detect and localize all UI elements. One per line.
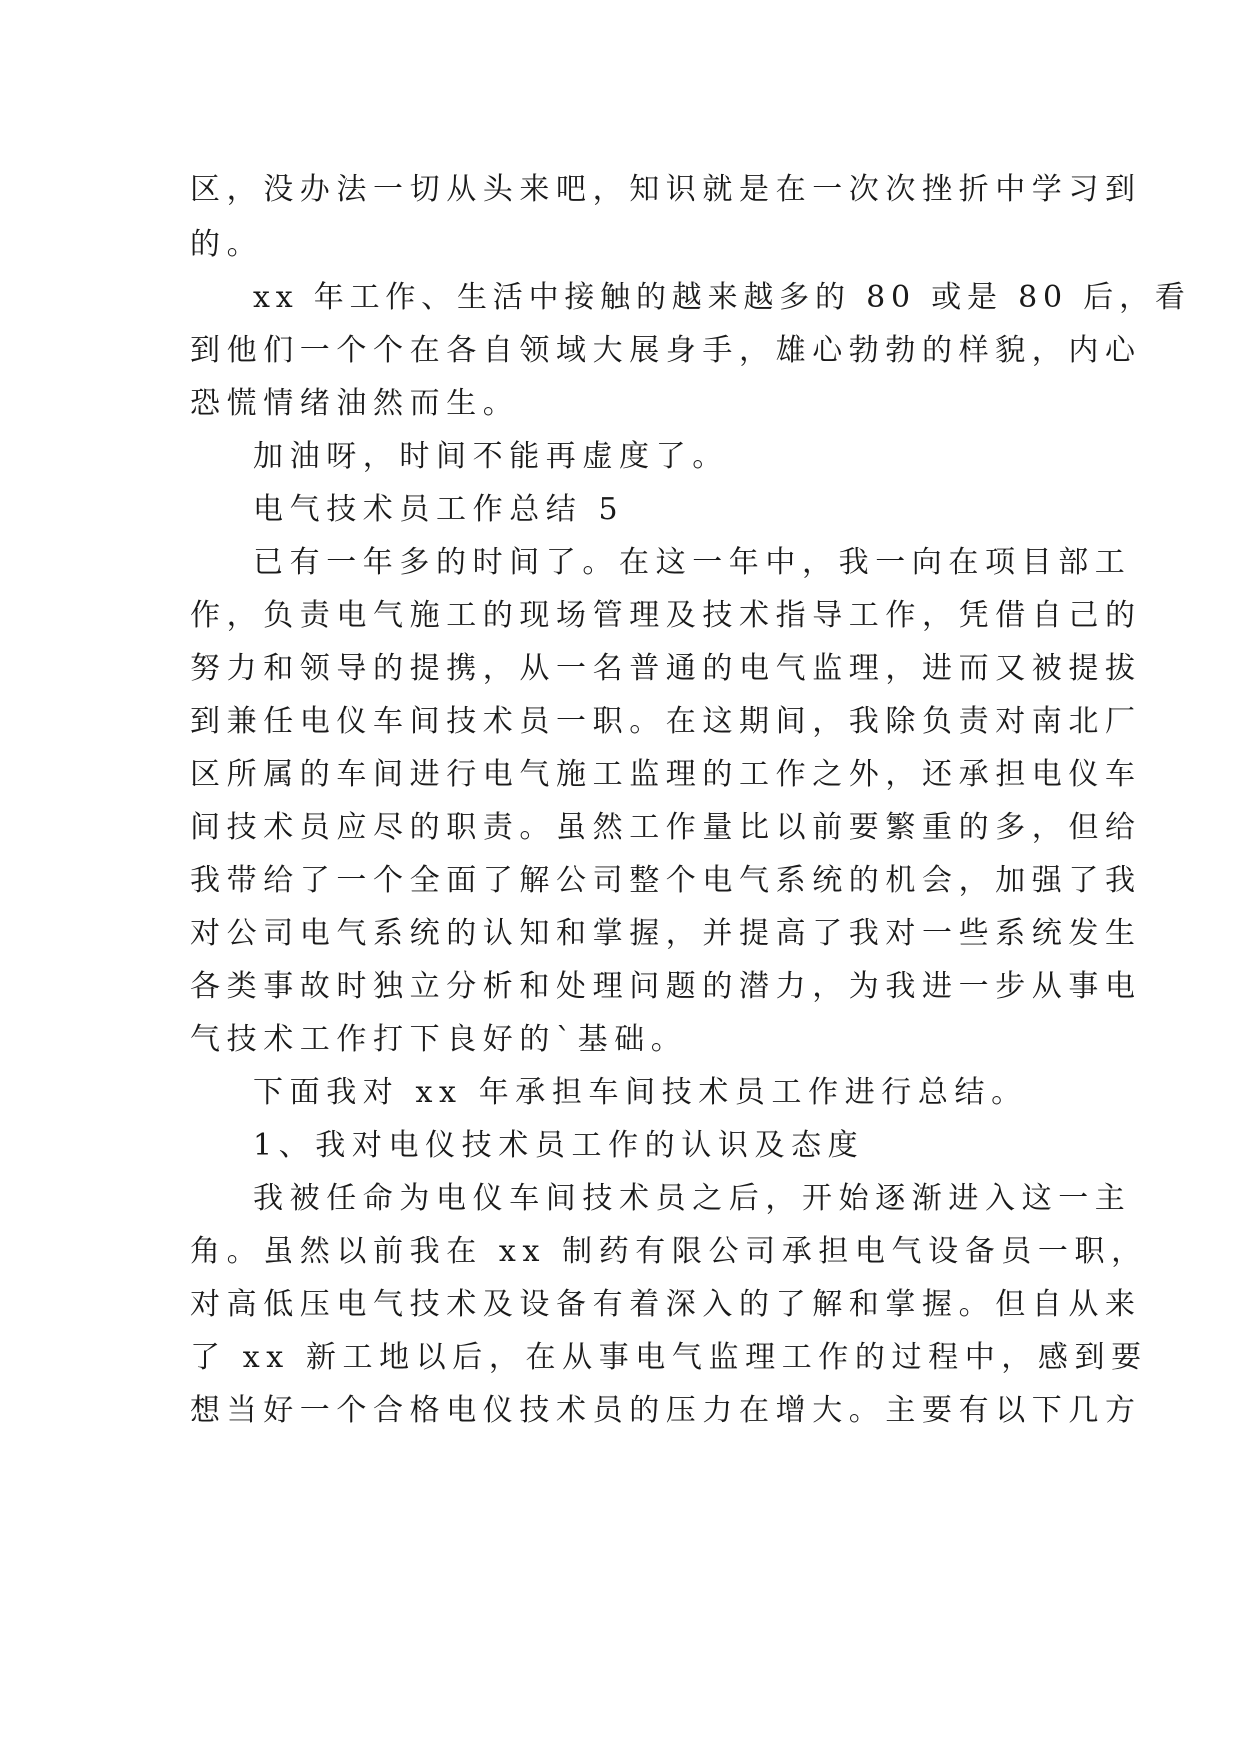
text-line: 的。 xyxy=(190,227,264,262)
text-line: 各类事故时独立分析和处理问题的潜力，为我进一步从事电 xyxy=(190,969,1142,1004)
text-line: 想当好一个合格电仪技术员的压力在增大。主要有以下几方 xyxy=(190,1393,1142,1428)
text-line: 下面我对 xx 年承担车间技术员工作进行总结。 xyxy=(253,1075,1028,1110)
text-line: 我带给了一个全面了解公司整个电气系统的机会，加强了我 xyxy=(190,863,1142,898)
text-line: 我被任命为电仪车间技术员之后，开始逐渐进入这一主 xyxy=(253,1181,1132,1216)
text-line: 区所属的车间进行电气施工监理的工作之外，还承担电仪车 xyxy=(190,757,1142,792)
text-line: xx 年工作、生活中接触的越来越多的 80 或是 80 后，看 xyxy=(253,280,1191,315)
text-line: 到他们一个个在各自领域大展身手，雄心勃勃的样貌，内心 xyxy=(190,333,1142,368)
text-line: 气技术工作打下良好的`基础。 xyxy=(190,1022,688,1057)
text-line: 恐慌情绪油然而生。 xyxy=(190,386,520,421)
section-heading: 电气技术员工作总结 5 xyxy=(253,492,625,527)
text-line: 已有一年多的时间了。在这一年中，我一向在项目部工 xyxy=(253,545,1132,580)
text-line: 加油呀，时间不能再虚度了。 xyxy=(253,439,729,474)
text-line: 了 xx 新工地以后，在从事电气监理工作的过程中，感到要 xyxy=(190,1340,1148,1375)
text-line: 间技术员应尽的职责。虽然工作量比以前要繁重的多，但给 xyxy=(190,810,1142,845)
text-line: 对公司电气系统的认知和掌握，并提高了我对一些系统发生 xyxy=(190,916,1142,951)
text-line: 对高低压电气技术及设备有着深入的了解和掌握。但自从来 xyxy=(190,1287,1142,1322)
text-line: 到兼任电仪车间技术员一职。在这期间，我除负责对南北厂 xyxy=(190,704,1142,739)
text-line: 区，没办法一切从头来吧，知识就是在一次次挫折中学习到 xyxy=(190,172,1142,207)
section-heading: 1、我对电仪技术员工作的认识及态度 xyxy=(253,1128,865,1163)
text-line: 作，负责电气施工的现场管理及技术指导工作，凭借自己的 xyxy=(190,598,1142,633)
text-line: 努力和领导的提携，从一名普通的电气监理，进而又被提拔 xyxy=(190,651,1142,686)
text-line: 角。虽然以前我在 xx 制药有限公司承担电气设备员一职， xyxy=(190,1234,1148,1269)
